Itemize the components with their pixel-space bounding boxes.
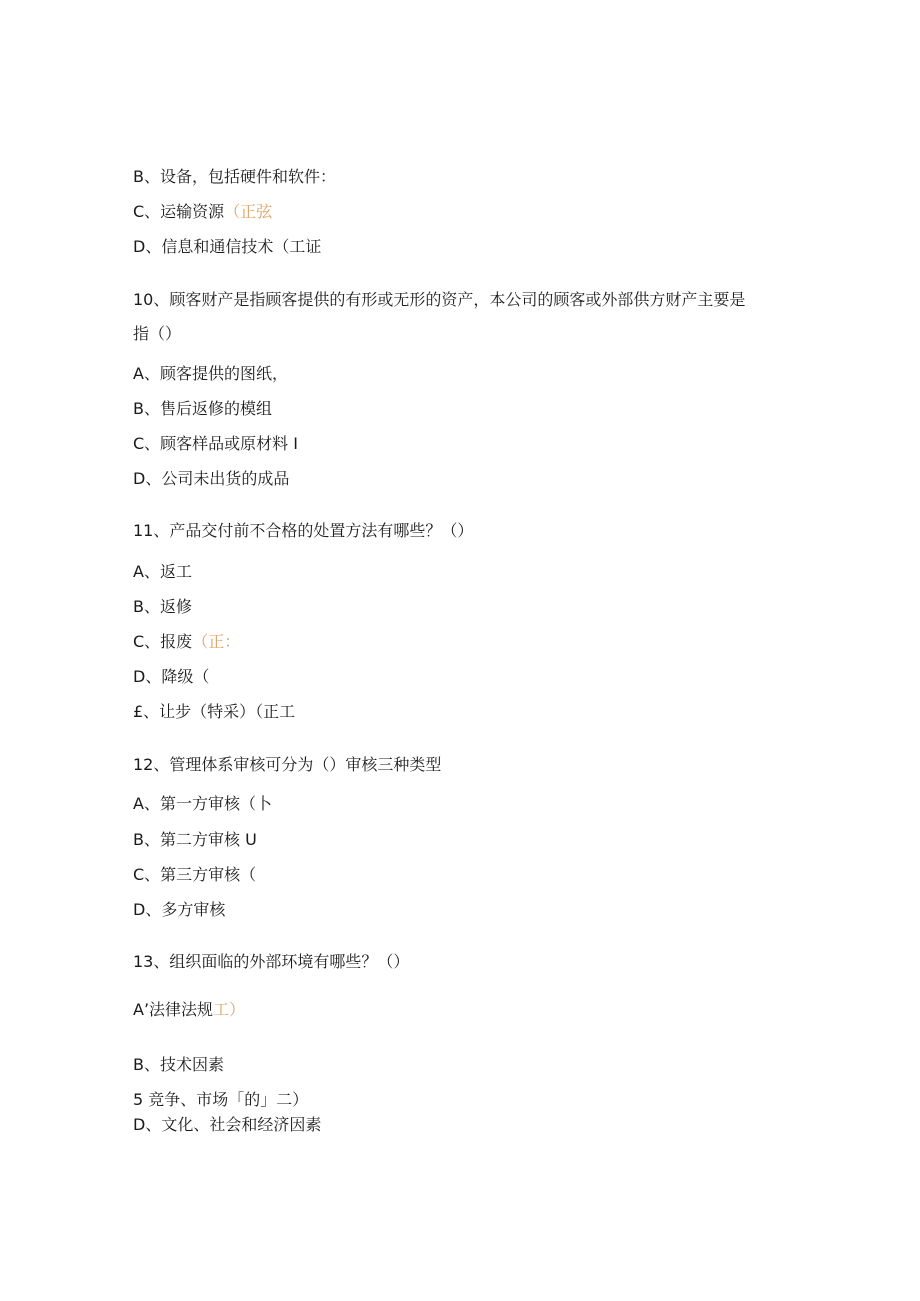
q10-question-line2: 指（） [133,324,182,343]
q11-option-e: £、让步（特采）（正工 [133,702,296,721]
q12-option-b: B、第二方审核 U [133,830,257,849]
q10-option-b: B、售后返修的模组 [133,399,272,418]
q9-option-b: B、设备，包括硬件和软件： [133,167,336,186]
q13-question: 13、组织面临的外部环境有哪些？（） [133,952,410,971]
q9-option-c-text: C、运输资源 [133,202,225,221]
q13-option-a-text: A’法律法规 [133,1000,214,1019]
q13-option-a-answer-mark: 工） [213,1000,246,1019]
q10-option-c: C、顾客样品或原材料 I [133,434,298,453]
q11-question: 11、产品交付前不合格的处置方法有哪些？（） [133,521,474,540]
q13-option-a [133,1000,245,1020]
q12-option-a: A、第一方审核（卜 [133,794,272,813]
q11-option-b: B、返修 [133,597,192,616]
q13-option-c: 5 竞争、市场「的」二） [133,1090,309,1109]
q9-option-c-answer-mark: （正弦 [224,202,273,221]
q10-question-line1: 10、顾客财产是指顾客提供的有形或无形的资产，本公司的顾客或外部供方财产主要是 [133,290,746,309]
q11-option-c-answer-mark: （正： [192,632,241,651]
q12-option-d: D、多方审核 [133,900,226,919]
q9-option-c [133,202,272,222]
q11-option-d: D、降级（ [133,667,210,686]
q11-option-c [133,632,240,652]
q10-option-d: D、公司未出货的成品 [133,469,290,488]
q13-option-b: B、技术因素 [133,1055,224,1074]
q10-option-a: A、顾客提供的图纸， [133,364,288,383]
q12-question: 12、管理体系审核可分为（）审核三种类型 [133,755,442,774]
q9-option-d: D、信息和通信技术（工证 [133,237,322,256]
q13-option-d: D、文化、社会和经济因素 [133,1115,322,1134]
q11-option-c-text: C、报废 [133,632,193,651]
q11-option-a: A、返工 [133,562,192,581]
q12-option-c: C、第三方审核（ [133,865,257,884]
